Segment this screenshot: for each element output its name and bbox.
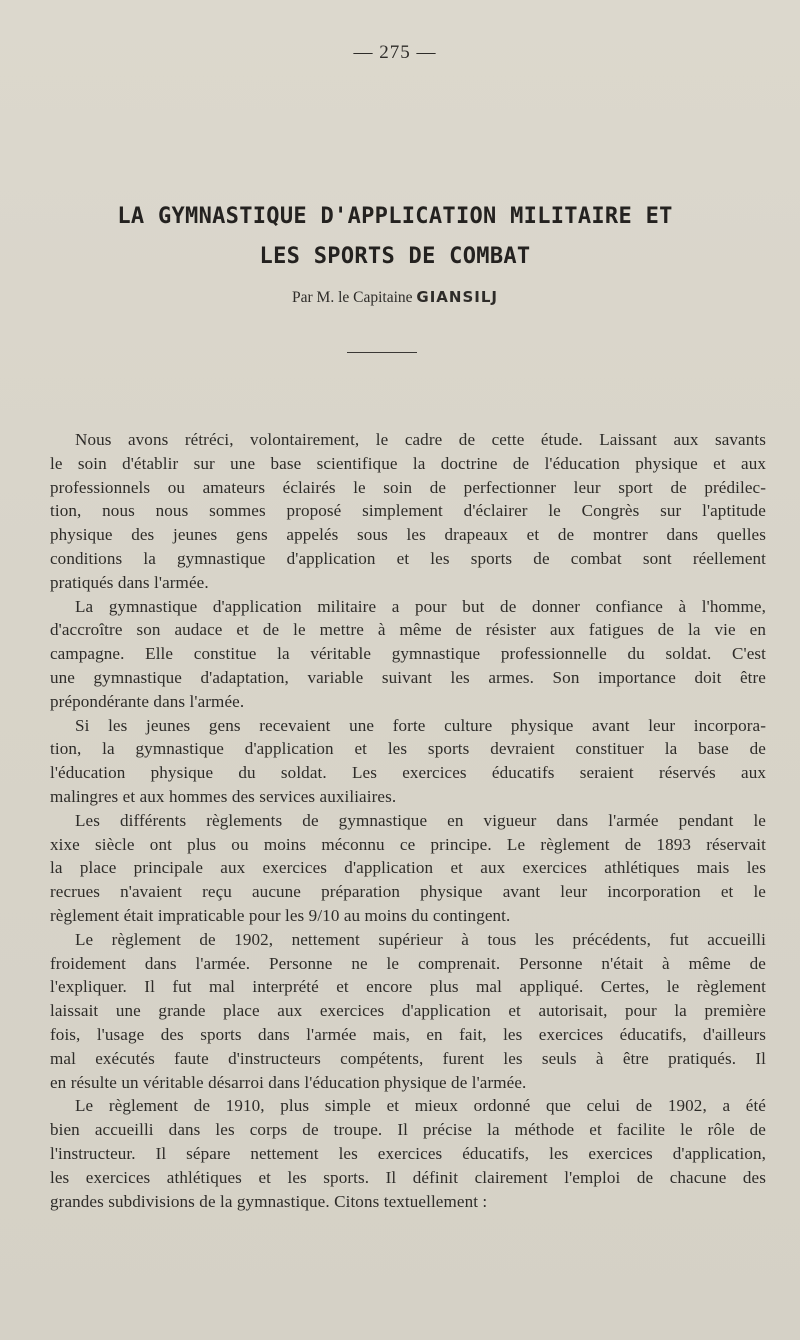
text-line: pratiqués dans l'armée. <box>50 572 209 592</box>
author-prefix: Par M. le Capitaine <box>292 289 413 306</box>
text-line: conditions la gymnastique d'application et les sports de combat sont réellement <box>50 548 766 568</box>
text-line: l'instructeur. Il sépare nettement les exercices éducatifs, les exercices d'application, <box>50 1143 766 1163</box>
text-line: une gymnastique d'adaptation, variable suivant les armes. Son importance doit être <box>50 667 766 687</box>
paragraph <box>50 928 766 1095</box>
text-line: d'accroître son audace et de le mettre à même de résister aux fatigues de la vie en <box>50 620 766 640</box>
text-line: malingres et aux hommes des services auxiliaires. <box>50 786 397 806</box>
text-line: La gymnastique d'application militaire a pour but de donner confiance à l'homme, <box>75 596 766 616</box>
text-line: grandes subdivisions de la gymnastique. Citons textuellement : <box>50 1191 488 1211</box>
title-line-2: LES SPORTS DE COMBAT <box>259 244 531 269</box>
text-line: campagne. Elle constitue la véritable gymnastique professionnelle du soldat. C'est <box>50 644 766 664</box>
text-line: Le règlement de 1902, nettement supérieur à tous les précédents, fut accueilli <box>75 929 766 949</box>
text-line: Nous avons rétréci, volontairement, le cadre de cette étude. Laissant aux savants <box>75 430 766 449</box>
page-number: — 275 — <box>353 42 437 63</box>
text-line: tion, nous nous sommes proposé simplement d'éclairer le Congrès sur l'aptitude <box>50 501 766 521</box>
text-line: les exercices athlétiques et les sports. Il définit clairement l'emploi de chacune des <box>50 1167 766 1187</box>
title-line-1: LA GYMNASTIQUE D'APPLICATION MILITAIRE ET <box>117 204 673 229</box>
article-body <box>50 428 766 1213</box>
text-line: Les différents règlements de gymnastique en vigueur dans l'armée pendant le <box>75 810 766 830</box>
author-line <box>60 288 730 307</box>
paragraph <box>50 714 766 809</box>
text-line: physique des jeunes gens appelés sous les drapeaux et de montrer dans quelles <box>50 525 766 545</box>
text-line: l'expliquer. Il fut mal interprété et encore plus mal appliqué. Certes, le règlement <box>50 977 766 997</box>
paragraph <box>50 595 766 714</box>
text-line: règlement était impraticable pour les 9/10 au moins du contingent. <box>50 905 511 925</box>
text-line: en résulte un véritable désarroi dans l'éducation physique de l'armée. <box>50 1072 527 1092</box>
text-line: Le règlement de 1910, plus simple et mieux ordonné que celui de 1902, a été <box>75 1096 766 1116</box>
text-line: le soin d'établir sur une base scientifique la doctrine de l'éducation physique et aux <box>50 453 766 473</box>
text-line: xixe siècle ont plus ou moins méconnu ce principe. Le règlement de 1893 réservait <box>50 834 766 854</box>
text-line: fois, l'usage des sports dans l'armée mais, en fait, les exercices éducatifs, d'ailleurs <box>50 1024 766 1044</box>
text-line: laissait une grande place aux exercices d'application et autorisait, pour la première <box>50 1001 766 1021</box>
text-line: la place principale aux exercices d'application et aux exercices athlétiques mais les <box>50 858 766 878</box>
author-name: GIANSILJ <box>416 288 498 306</box>
text-line: bien accueilli dans les corps de troupe. Il précise la méthode et facilite le rôle de <box>50 1120 766 1140</box>
text-line: prépondérante dans l'armée. <box>50 691 245 711</box>
paragraph <box>50 809 766 928</box>
paragraph <box>50 1094 766 1213</box>
text-line: Si les jeunes gens recevaient une forte culture physique avant leur incorpora- <box>75 715 766 735</box>
title-divider <box>347 352 417 353</box>
text-line: mal exécutés faute d'instructeurs compétents, furent les seuls à être pratiqués. Il <box>50 1048 766 1068</box>
article-title <box>60 197 730 277</box>
text-line: tion, la gymnastique d'application et les sports devraient constituer la base de <box>50 739 766 759</box>
text-line: l'éducation physique du soldat. Les exercices éducatifs seraient réservés aux <box>50 763 766 783</box>
text-line: froidement dans l'armée. Personne ne le comprenait. Personne n'était à même de <box>50 953 766 973</box>
text-line: professionnels ou amateurs éclairés le soin de perfectionner leur sport de prédilec- <box>50 477 766 497</box>
text-line: recrues n'avaient reçu aucune préparation physique avant leur incorporation et le <box>50 882 766 902</box>
paragraph <box>50 428 766 595</box>
